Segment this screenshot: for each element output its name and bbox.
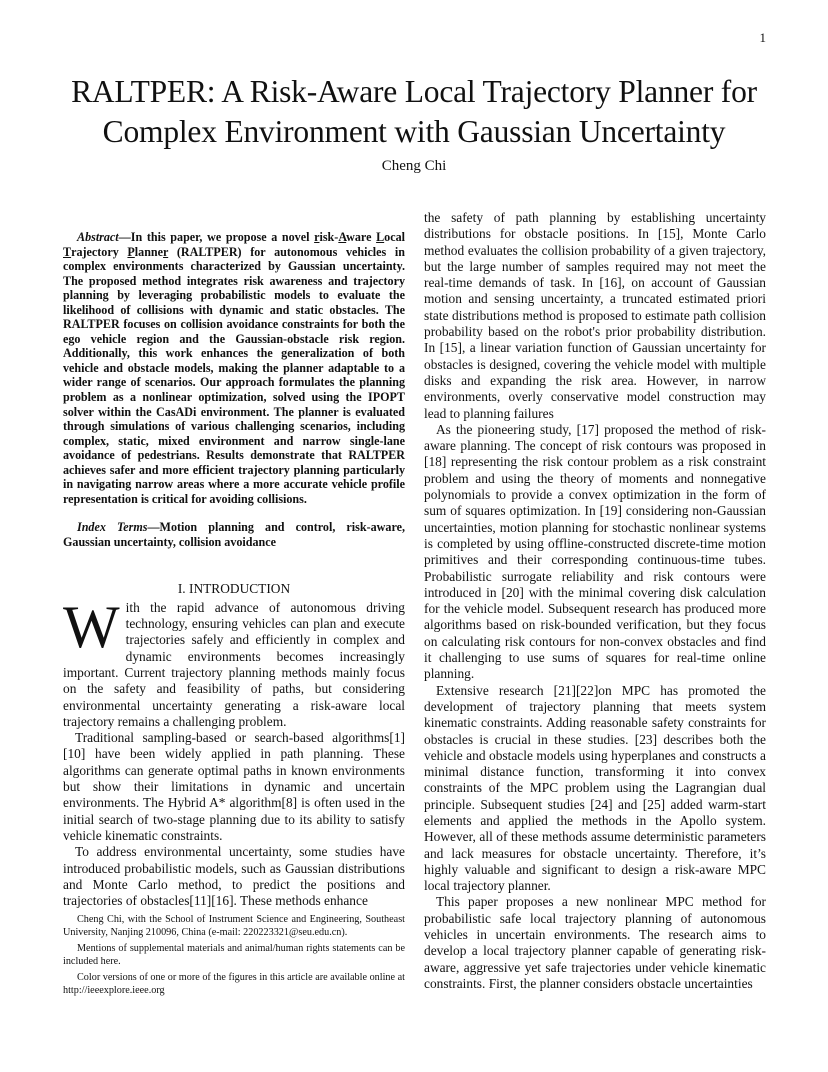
paper-title: RALTPER: A Risk-Aware Local Trajectory Planner for Complex Environment with Gaussian Uncertainty [71, 74, 757, 149]
acronym-letter: L [376, 230, 385, 244]
author-name: Cheng Chi [381, 158, 447, 174]
page-number: 1 [759, 30, 766, 45]
abstract [63, 230, 405, 506]
abstract-text-intro: —In this paper, we propose a novel [118, 230, 315, 244]
intro-paragraph-1-text: ith the rapid advance of autonomous driving technology, ensuring vehicles can plan and execute trajectories safely and efficiently in complex and dynamic environments becomes increasingly important. Current trajectory planning methods mainly focus on the safety and feasibility of paths, but considering environmental uncertainty generating a risk-aware local trajectory remains a challenging problem. [63, 599, 405, 729]
right-paragraph-1: the safety of path planning by establishing uncertainty distributions for obstacle positions. In [15], Monte Carlo method evaluates the collision probability of a given trajectory, but the large number of samples required may not meet the real-time demands of task. In [16], on account of Gaussian motion and sensing uncertainty, a truncated estimated priori state distributions method is proposed to estimate path collision probability based on the robot's prior probability distribution. In [15], a linear variation function of Gaussian uncertainty for obstacles is designed, covering the vehicle model with multiple disks and expanding the risk area. However, in narrow environments, overly conservative model construction may lead to planning failures [424, 210, 766, 421]
footnote-author-affiliation: Cheng Chi, with the School of Instrument Science and Engineering, Southeast University, Nanjing 210096, China (e-mail: 220223321@seu.edu.cn). [63, 914, 405, 938]
acronym-rest: ocal [384, 230, 405, 244]
acronym-letter: r [163, 244, 169, 259]
acronym-letter: A [338, 230, 347, 244]
intro-paragraph-3: To address environmental uncertainty, some studies have introduced probabilistic models, such as Gaussian distributions and Monte Carlo method, to predict the positions and trajectories of obstacles[11][16]. These methods enhance [63, 844, 405, 909]
drop-cap: W [63, 593, 120, 660]
index-terms [63, 520, 405, 549]
index-terms-label: Index Terms [77, 520, 148, 535]
right-column [424, 210, 766, 992]
abstract-label: Abstract [77, 230, 119, 244]
footnote-supplemental: Mentions of supplemental materials and animal/human rights statements can be included here. [63, 943, 405, 967]
acronym-letter: T [63, 244, 72, 259]
footnotes [63, 914, 405, 1001]
index-terms-text: —Motion planning and control, risk-aware, Gaussian uncertainty, collision avoidance [63, 520, 405, 549]
section-heading-introduction: I. INTRODUCTION [177, 581, 291, 597]
intro-paragraph-1 [63, 593, 405, 730]
right-paragraph-2: As the pioneering study, [17] proposed the method of risk-aware planning. The concept of risk contours was proposed in [18] representing the risk contour problem as a risk constraint problem and using the theory of moments and nonnegative polynomials to provide a convex optimization in the form of sum of squares optimization. In [19] considering non-Gaussian uncertainties, motion planning for stochastic nonlinear systems is completed by using offline-constructed discrete-time motion primitives and their corresponding continuous-time tubes. Probabilistic surrogate reliability and risk contours were introduced in [20] with the minimal covering disk calculation for the vehicle model. Subsequent research has produced more algorithms based on risk-bounded verification, but they focus on calculating risk contours for non-convex obstacles and find it challenging to use sums of squares for real-time online planning. [424, 421, 766, 682]
acronym-rest: rajectory [71, 244, 128, 259]
acronym-rest: ware [346, 230, 377, 244]
acronym-letter: r [314, 230, 320, 244]
acronym-rest: lanne [134, 244, 164, 259]
left-column [63, 230, 405, 909]
acronym-rest: isk- [319, 230, 339, 244]
right-paragraph-4: This paper proposes a new nonlinear MPC method for probabilistic safe local trajectory planning of autonomous vehicles in uncertain environments. The research aims to develop a local trajectory planner capable of generating risk-aware, aggressive yet safe trajectories under vehicle kinematic constraints. First, the planner considers obstacle uncertainties [424, 894, 766, 991]
abstract-text-body: (RALTPER) for autonomous vehicles in complex environments characterized by Gaussian uncertainty. The proposed method integrates risk awareness and trajectory planning by leveraging probabilistic models to evaluate the likelihood of collisions with dynamic and static obstacles. The RALTPER focuses on collision avoidance constraints for both the ego vehicle region and the Gaussian-obstacle risk region. Additionally, this work enhances the generalization of both vehicle and obstacle models, making the planner adaptable to a wider range of scenarios. Our approach formulates the planning problem as a nonlinear optimization, solved using the IPOPT solver within the CasADi environment. The planner is evaluated through simulations of various challenging scenarios, including complex, static, mixed environment and narrow single-lane avoidance of pedestrians. Results demonstrate that RALTPER achieves safer and more efficient trajectory planning particularly in navigating narrow areas where a more accurate vehicle profile representation is critical for avoiding collisions. [63, 244, 405, 506]
acronym-letter: P [127, 244, 135, 259]
footnote-color-versions: Color versions of one or more of the figures in this article are available online at http://ieeexplore.ieee.org [63, 972, 405, 996]
intro-paragraph-2: Traditional sampling-based or search-based algorithms[1][10] have been widely applied in path planning. These algorithms can generate optimal paths in known environments but show their limitations in dynamic and uncertain environments. The Hybrid A* algorithm[8] is often used in the initial search of two-stage planning due to its ability to satisfy vehicle kinematic constraints. [63, 730, 405, 843]
right-paragraph-3: Extensive research [21][22]on MPC has promoted the development of trajectory planning that meets system kinematic constraints. Adding reasonable safety constraints for obstacles is crucial in these studies. [23] describes both the vehicle and obstacle models using hyperplanes and constructs a minimal distance function, transforming it into convex constraints of the MPC problem using the Lagrangian dual principle. Subsequent studies [24] and [25] added warm-start elements and applied the methods in the Apollo system. However, all of these methods assume deterministic parameters and lack measures for obstacle uncertainty. Therefore, it’s highly valuable and significant to design a risk-aware MPC local trajectory planner. [424, 682, 766, 894]
